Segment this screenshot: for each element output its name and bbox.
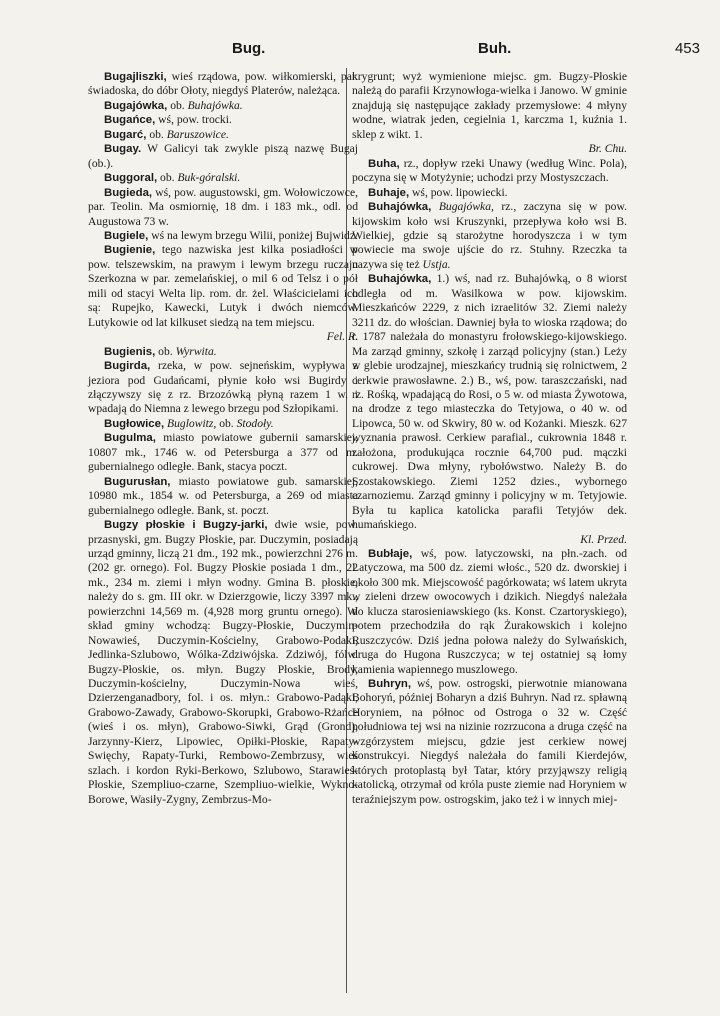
dictionary-entry xyxy=(88,518,358,807)
entry-signature: Br. Chu. xyxy=(588,142,627,156)
entry-reference: Ustja. xyxy=(422,257,451,271)
dictionary-entry xyxy=(88,431,358,474)
dictionary-entry xyxy=(88,229,358,243)
entry-headword: Buhaje, xyxy=(368,186,410,199)
dictionary-entry xyxy=(352,547,627,677)
entry-text: ob. xyxy=(146,127,167,141)
entry-headword: Bugienis, xyxy=(104,345,156,358)
entry-reference: Buhajówka. xyxy=(187,98,243,112)
right-column xyxy=(352,70,627,807)
entry-text: wieś rządowa, pow. wiłkomierski, par. świadoska, do dóbr Ołoty, niegdyś Platerów, należąca. xyxy=(88,70,358,98)
dictionary-entry xyxy=(88,70,358,99)
dictionary-entry xyxy=(352,677,627,807)
entry-headword: Bugay. xyxy=(104,143,142,156)
entry-text: ob. xyxy=(155,344,176,358)
entry-text: 1.) wś, nad rz. Buhajówką, o 8 wiorst odległa od m. Wasilkowa w pow. kijowskim. Mieszkańców 2229, z nich izraelitów 32. Ziemi należy 3211 dz. do włościan. Dawniej była to wioska rządowa; do r. 1787 należała do monastyru frołowskiego-kijowskiego. Ma zarząd gminny, szkołę i zarząd policyjny (stan.) Leży w glebie urodzajnej, mieszkańcy trudnią się rolnictwem, 2 cerkwie prawosławne. 2.) B., wś, pow. taraszczański, nad rz. Rośką, wpadającą do Rosi, o 5 w. od miasta Żywotowa, na drodze z tego miasteczka do Tetyjowa, o 40 w. od Lipowca, 50 w. od Skwiry, 80 w. od Kożanki. Mieszk. 627 wyznania prawosł. Cerkiew parafial., cukrownia 1848 r. założona, produkująca rocznie 64,700 pud. mączki cukrowej. Dwa młyny, ryboł​ówstwo. Należy B. do Szostakowskiego. Ziemi 1252 dzies., wybornego czarnoziemu. Zarząd gminny i policyjny w m. Tetyjowie. Była tu kaplica katolicka parafii Tetyjów dek. humańskiego. xyxy=(352,272,627,532)
entry-text: ob. xyxy=(157,171,178,185)
entry-text: rz., dopływ rzeki Unawy (według Winc. Pola), poczyna się w Motyżynie; uchodzi przy Mostyszczach. xyxy=(352,156,627,185)
entry-headword: Bugulma, xyxy=(104,432,156,445)
dictionary-entry xyxy=(352,272,627,547)
entry-text: tego nazwiska jest kilka posiadłości w pow. telszewskim, na prawym i lewym brzegu ruczaju Szerkozna w par. zemelańskiej, o mil 6 od Telsz i o pół mili od stacyi Welta lip. rom. dr. żel. Właścicielami ich są: Rupejko, Kawecki, Lutyk i dwóch niemców. Lutykowie od lat kilkuset siedzą na tem miejscu. xyxy=(88,243,358,329)
entry-headword: Bugzy płoskie i Bugzy-jarki, xyxy=(104,519,268,532)
dictionary-entry xyxy=(88,113,358,127)
dictionary-entry xyxy=(352,186,627,200)
entry-headword: Bugiele, xyxy=(104,229,149,242)
page-number: 453 xyxy=(674,40,700,57)
entry-text: ob. xyxy=(167,98,188,112)
dictionary-entry xyxy=(88,186,358,229)
dictionary-entry xyxy=(352,157,627,186)
entry-signature: Fel. R. xyxy=(326,330,358,344)
entry-headword: Bugarć, xyxy=(104,128,147,141)
entry-text: wś, pow. latyczowski, na płn.-zach. od Latyczowa, ma 500 dz. ziemi włośc., 520 dz. dworskiej i około 300 mk. Miejscowość pagórkowata; wś latem ukryta w zieleni drzew owocowych i dzikich. Niegdyś należała do klucza starosieniawskiego (ks. Konst. Czartoryskiego), potem przechodziła do rąk Żurakowskich i kolejno Ruszczyców. Dziś jedna połowa należy do Sylwańskich, druga do Hugona Ruszczyca; w tej ostatniej są łomy kamienia wapiennego muszlowego. xyxy=(352,546,627,676)
entry-headword: Buhajówka, xyxy=(368,201,432,214)
entry-text: wś, pow. trocki. xyxy=(155,113,232,127)
dictionary-entry xyxy=(352,200,627,272)
running-head-right: Buh. xyxy=(478,40,512,57)
entry-headword: Bugienie, xyxy=(104,244,156,257)
entry-headword: Bugajówka, xyxy=(104,99,168,112)
entry-text: wś na lewym brzegu Wilii, poniżej Bujwidz. xyxy=(148,228,358,242)
left-column xyxy=(88,70,358,807)
entry-headword: Bugłowice, xyxy=(104,417,165,430)
entry-reference: Bugajówka, xyxy=(438,200,494,214)
dictionary-entry xyxy=(88,128,358,142)
entry-headword: Buhryn, xyxy=(368,678,412,691)
dictionary-entry xyxy=(88,171,358,185)
entry-headword: Bubłaje, xyxy=(368,547,413,560)
entry-text: rzeka, w pow. sejneńskim, wypływa z jeziora pod Gudańcami, płynie koło wsi Bugirdy i złączywszy się z rz. Brzozówką płyną razem 1 w. i wpadają do Niemna z lewego brzegu pod Szłopikami. xyxy=(88,359,358,416)
dictionary-entry xyxy=(352,70,627,157)
entry-text: krygrunt; wyż wymienione miejsc. gm. Bugzy-Płoskie należą do parafii Krzynowłoga-wielka i Janowo. W gminie znajdują się następujące zakłady przemysłowe: 4 młyny wodne, wiatrak jeden, cegielnia 1, karczma 1, kuźnia 1. sklep z wikt. 1. xyxy=(352,70,627,141)
entry-reference: Wyrwita. xyxy=(175,344,217,358)
entry-headword: Buhajówka, xyxy=(368,273,432,286)
dictionary-entry xyxy=(88,243,358,344)
entry-text: wś, pow. ostrogski, pierwotnie mianowana Bohoryń, później Boharyn a dziś Buhryn. Nad rz. spławną Horyniem, na północ od Ostroga o 32 w. Część południowa tej wsi na nizinie rozrzucona a druga część na wzgórzystem miejscu, gdzie jest cerkiew nowej konstrukcyi. Niegdyś należała do famili Kierdejów, których protoplastą był Tatar, który przyjąwszy religią katolicką, otrzymał od króla puste ziemie nad Horyniem w teraźniejszym pow. ostrogskim, jako też i w innych miej- xyxy=(352,677,627,806)
entry-text: miasto powiatowe gubernii samarskiej, 10807 mk., 1746 w. od Petersburga a 377 od m. gubernialnego odległe. Bank, stacya poczt. xyxy=(88,431,358,474)
entry-text: W Galicyi tak zwykle piszą nazwę Bugaj (ob.). xyxy=(88,142,358,170)
entry-headword: Bugurusłan, xyxy=(104,475,171,488)
entry-reference: Stodoły. xyxy=(236,416,274,430)
entry-text: dwie wsie, pow. przasnyski, gm. Bugzy Płoskie, par. Duczymin, posiadają urząd gminny, liczą 21 dm., 192 mk., powierzchni 276 m. (202 gr. ornego). Fol. Bugzy Płoskie posiada 1 dm., 22 mk., 234 m. ziemi i młyn wodny. Gmina B. płoskie, należy do s. gm. III okr. w Dzierzgowie, liczy 3397 mk., powierzchni 14,569 m. (4,928 morg gruntu ornego). W skład gminy wchodzą: Bugzy-Płoskie, Duczymin-Nowawieś, Duczymin-Kościelny, Grabowo-Podaki, Jedlinka-Szlubowo, Wólka-Zdziwójska. Zdziwój, fólw. Bugzy-Płoskie, os. młyn. Bugzy Płoskie, Brody, Duczymin-kościelny, Duczymin-Nowa wieś, Dzierzenganadbory, fol. i os. młyn.: Grabowo-Padąki, Grabowo-Zawady, Grabowo-Skorupki, Grabowo-Rżańce (wieś i os. młyn), Grabowo-Siwki, Grąd (Grond), Jarzynny-Kierz, Lipowiec, Opiłki-Płoskie, Rapaty-Swięchy, Rapaty-Turki, Rembowo-Zembrzusy, wieś szlach. i kordon Ryki-Berkowo, Szlubowo, Starawieś-Płoskie, Szempliuo-czarne, Szempliuo-wielkie, Wykno-Borowe, Wasiły-Zygny, Zembrzus-Mo- xyxy=(88,518,358,806)
entry-text xyxy=(431,200,439,213)
entry-reference: Buk-góralski. xyxy=(177,171,241,185)
entry-text: wś, pow. lipowiecki. xyxy=(409,185,508,199)
entry-headword: Bugieda, xyxy=(104,186,153,199)
entry-headword: Bugirda, xyxy=(104,360,151,373)
page-header xyxy=(88,40,700,66)
entry-text: rz., zaczyna się w pow. kijowskim koło wsi Kruszynki, przepływa koło wsi B. Wielkiej, gdzie są starożytne horodyszcza i w tym powiecie ma swoje ujście do rz. Stuhny. Rzeczka ta nazywa się też xyxy=(352,200,627,271)
dictionary-entry xyxy=(88,99,358,113)
dictionary-entry xyxy=(88,142,358,171)
dictionary-entry xyxy=(88,345,358,359)
entry-reference: Buglowitz, xyxy=(167,416,217,430)
entry-text: wś, pow. augustowski, gm. Wołowiczowce, par. Teolin. Ma osmiornię, 18 dm. i 183 mk., odl. od Augustowa 73 w. xyxy=(88,185,358,228)
entry-headword: Bugańce, xyxy=(104,114,156,127)
entry-headword: Buggoral, xyxy=(104,172,158,185)
dictionary-entry xyxy=(88,417,358,431)
entry-text: miasto powiatowe gub. samarskiej, 10980 mk., 1854 w. od Petersburga, a 269 od miasta gubernialnego odległe. Bank, st. poczt. xyxy=(88,474,358,517)
running-head-left: Bug. xyxy=(232,40,266,57)
entry-signature: Kl. Przed. xyxy=(580,532,627,546)
entry-headword: Bugajliszki, xyxy=(104,71,167,83)
dictionary-entry xyxy=(88,359,358,417)
dictionary-entry xyxy=(88,475,358,518)
entry-reference: Baruszowice. xyxy=(166,127,229,141)
entry-headword: Buha, xyxy=(368,157,400,170)
entry-text: ob. xyxy=(216,416,237,430)
